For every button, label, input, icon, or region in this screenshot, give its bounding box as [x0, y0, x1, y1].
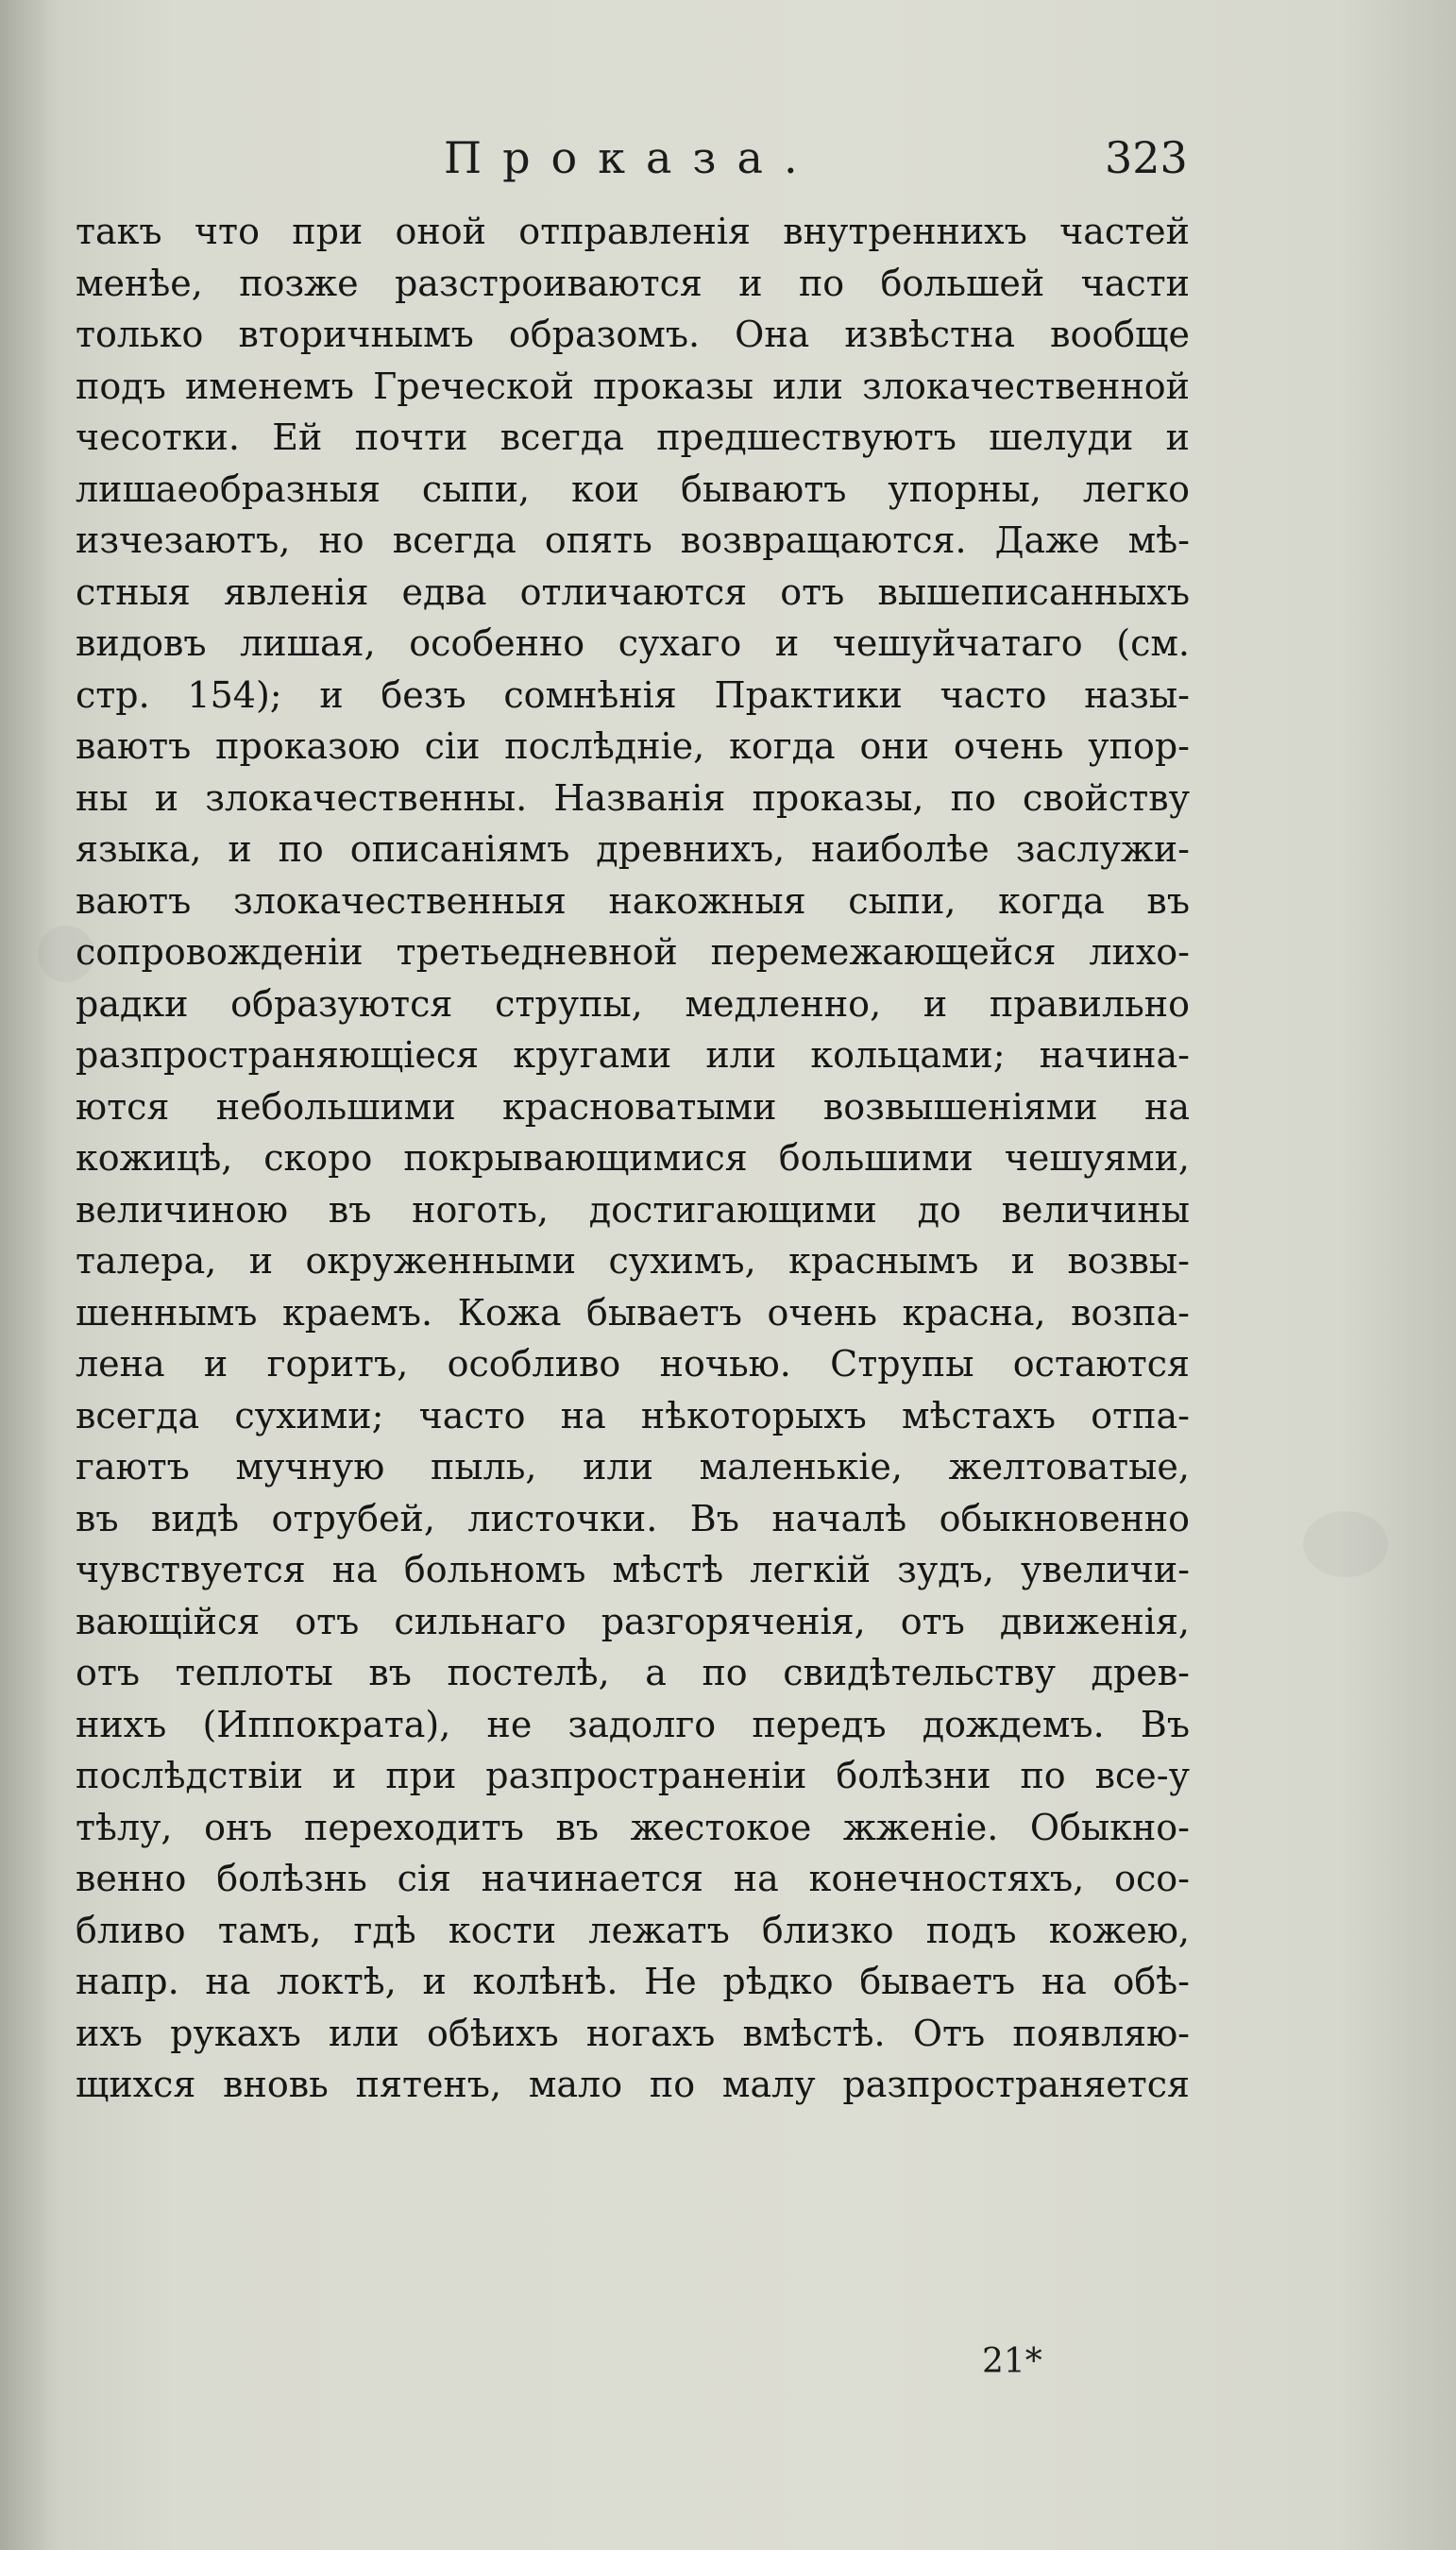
text-line: бливо тамъ, гдѣ кости лежатъ близко подъ кожею,	[76, 1909, 1190, 1951]
text-line: чувствуется на больномъ мѣстѣ легкій зудъ, увеличи-	[76, 1549, 1190, 1590]
text-line: стныя явленія едва отличаются отъ вышеписанныхъ	[76, 570, 1190, 613]
page-number: 323	[1105, 132, 1188, 183]
text-line: сопровожденіи третьедневной перемежающейся лихо-	[76, 931, 1190, 973]
text-line: гаютъ мучную пыль, или маленькіе, желтоватые,	[76, 1446, 1190, 1488]
text-line: всегда сухими; часто на нѣкоторыхъ мѣстахъ отпа-	[76, 1394, 1190, 1436]
text-line: чесотки. Ей почти всегда предшествуютъ шелуди и	[76, 416, 1190, 458]
text-line: ваютъ проказою сіи послѣдніе, когда они очень упор-	[76, 725, 1190, 767]
text-line: отъ теплоты въ постелѣ, а по свидѣтельству древ-	[76, 1652, 1190, 1693]
text-line: венно болѣзнь сія начинается на конечностяхъ, осо-	[76, 1858, 1190, 1899]
text-line: тѣлу, онъ переходитъ въ жестокое жженіе. Обыкно-	[76, 1806, 1190, 1848]
text-line: такъ что при оной отправленія внутреннихъ частей	[76, 211, 1190, 252]
text-line: шеннымъ краемъ. Кожа бываетъ очень красна, возпа-	[76, 1291, 1190, 1334]
body-text	[76, 206, 1190, 2111]
text-line: щихся вновь пятенъ, мало по малу разпространяется	[76, 2064, 1190, 2105]
text-line: только вторичнымъ образомъ. Она извѣстна вообще	[76, 314, 1190, 355]
text-line: лена и горитъ, особливо ночью. Струпы остаются	[76, 1343, 1190, 1385]
text-line: изчезаютъ, но всегда опять возвращаются. Даже мѣ-	[76, 519, 1190, 561]
text-line: талера, и окруженными сухимъ, краснымъ и возвы-	[76, 1240, 1190, 1282]
text-line: ваютъ злокачественныя накожныя сыпи, когда въ	[76, 879, 1190, 922]
text-line: кожицѣ, скоро покрывающимися большими чешуями,	[76, 1137, 1190, 1179]
text-line: менѣе, позже разстроиваются и по большей части	[76, 262, 1190, 304]
text-line: ихъ рукахъ или обѣихъ ногахъ вмѣстѣ. Отъ появляю-	[76, 2012, 1190, 2054]
text-line: вающійся отъ сильнаго разгоряченія, отъ движенія,	[76, 1600, 1190, 1642]
text-line: стр. 154); и безъ сомнѣнія Практики часто назы-	[76, 673, 1190, 716]
text-line: подъ именемъ Греческой проказы или злокачественной	[76, 365, 1190, 407]
signature-mark: 21*	[982, 2342, 1042, 2381]
text-line: величиною въ ноготь, достигающими до величины	[76, 1188, 1190, 1231]
text-line: языка, и по описаніямъ древнихъ, наиболѣе заслужи-	[76, 828, 1190, 870]
text-line: послѣдствіи и при разпространеніи болѣзни по все-у	[76, 1755, 1190, 1796]
text-line: напр. на локтѣ, и колѣнѣ. Не рѣдко бываетъ на обѣ-	[76, 1961, 1190, 2002]
text-line: разпространяющіеся кругами или кольцами; начина-	[76, 1034, 1190, 1076]
text-line: ются небольшими красноватыми возвышеніями на	[76, 1085, 1190, 1128]
text-line: видовъ лишая, особенно сухаго и чешуйчатаго (см.	[76, 622, 1190, 664]
text-line: нихъ (Иппократа), не задолго передъ дождемъ. Въ	[76, 1703, 1190, 1745]
text-line: лишаеобразныя сыпи, кои бываютъ упорны, легко	[76, 468, 1190, 510]
text-line: ны и злокачественны. Названія проказы, по свойству	[76, 776, 1190, 819]
text-line: радки образуются струпы, медленно, и правильно	[76, 982, 1190, 1025]
running-title: Проказа.	[444, 132, 819, 183]
text-line: въ видѣ отрубей, листочки. Въ началѣ обыкновенно	[76, 1497, 1190, 1539]
